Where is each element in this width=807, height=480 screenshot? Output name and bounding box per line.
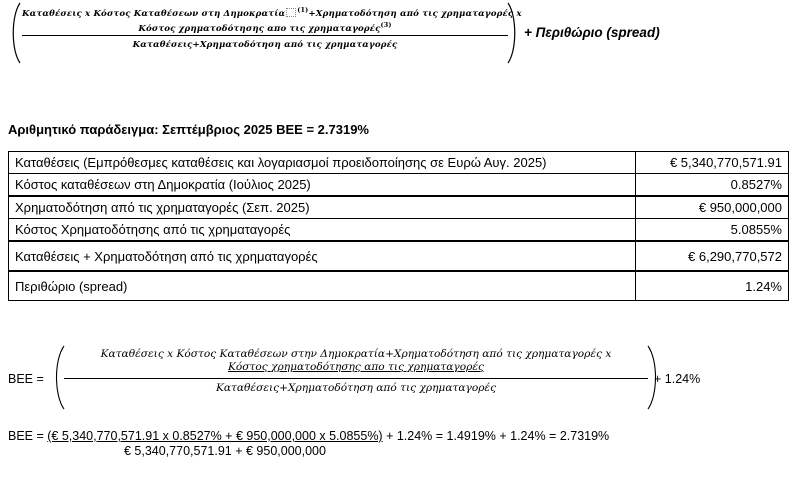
left-parenthesis (8, 2, 22, 64)
numerator-part3: Κόστος χρηματοδότησης απο τις χρηματαγορές (138, 24, 381, 34)
placeholder-box-icon (286, 8, 296, 17)
calculation-line (8, 428, 609, 444)
footnote-3: (3) (380, 21, 392, 29)
footnote-1: (1) (297, 6, 309, 14)
applied-numerator-line2: Κόστος χρηματοδότησης απο τις χρηματαγορές (228, 361, 484, 373)
plus-spread-label: + Περιθώριο (spread) (524, 25, 660, 40)
fraction-bar (22, 35, 508, 36)
row-value: € 6,290,770,572 (636, 241, 789, 271)
applied-denominator: Καταθέσεις+Χρηματοδότηση από τις χρηματαγορές (215, 382, 497, 394)
table-row (9, 241, 789, 271)
row-value: 1.24% (636, 271, 789, 301)
row-value: 0.8527% (636, 174, 789, 197)
applied-formula (8, 345, 708, 410)
example-title: Αριθμητικό παράδειγμα: Σεπτέμβριος 2025 ΒΕΕ = 2.7319% (8, 122, 369, 137)
applied-numerator-line1: Καταθέσεις x Κόστος Καταθέσεων στην Δημοκρατία+Χρηματοδότηση από τις χρηματαγορές x (100, 348, 612, 360)
right-parenthesis (506, 2, 520, 64)
numerator-part2: +Χρηματοδότηση από τις χρηματαγορές x (308, 9, 522, 19)
row-label: Καταθέσεις (Εμπρόθεσμες καταθέσεις και λογαριασμοί προειδοποίησης σε Ευρώ Αυγ. 2025) (9, 152, 636, 174)
row-label: Κόστος Χρηματοδότησης από τις χρηματαγορές (9, 219, 636, 242)
table-row (9, 152, 789, 174)
row-value: € 5,340,770,571.91 (636, 152, 789, 174)
fraction-bar (64, 378, 648, 379)
example-table (8, 151, 789, 301)
applied-fraction (52, 345, 660, 410)
row-value: € 950,000,000 (636, 196, 789, 219)
bee-label: ΒΕΕ = (8, 372, 44, 386)
row-label: Περιθώριο (spread) (9, 271, 636, 301)
table-row (9, 174, 789, 197)
calc-numerator: (€ 5,340,770,571.91 x 0.8527% + € 950,000,000 x 5.0855%) (47, 429, 383, 443)
calc-denominator: € 5,340,770,571.91 + € 950,000,000 (124, 444, 326, 458)
calc-result: + 1.24% = 1.4919% + 1.24% = 2.7319% (382, 429, 610, 443)
formula-denominator: Καταθέσεις+Χρηματοδότηση από τις χρηματαγορές (132, 40, 398, 50)
calc-prefix: ΒΕΕ = (8, 429, 48, 443)
row-label: Χρηματοδότηση από τις χρηματαγορές (Σεπ. 2025) (9, 196, 636, 219)
general-formula (8, 2, 520, 64)
row-label: Κόστος καταθέσεων στη Δημοκρατία (Ιούλιος 2025) (9, 174, 636, 197)
formula-numerator (22, 5, 522, 35)
applied-numerator (64, 348, 648, 374)
row-value: 5.0855% (636, 219, 789, 242)
numerator-part1: Καταθέσεις x Κόστος Καταθέσεων στη Δημοκρατία (22, 9, 286, 19)
row-label: Καταθέσεις + Χρηματοδότηση από τις χρηματαγορές (9, 241, 636, 271)
table-row (9, 271, 789, 301)
table-row (9, 196, 789, 219)
table-row (9, 219, 789, 242)
plus-spread-value: + 1.24% (654, 372, 701, 386)
